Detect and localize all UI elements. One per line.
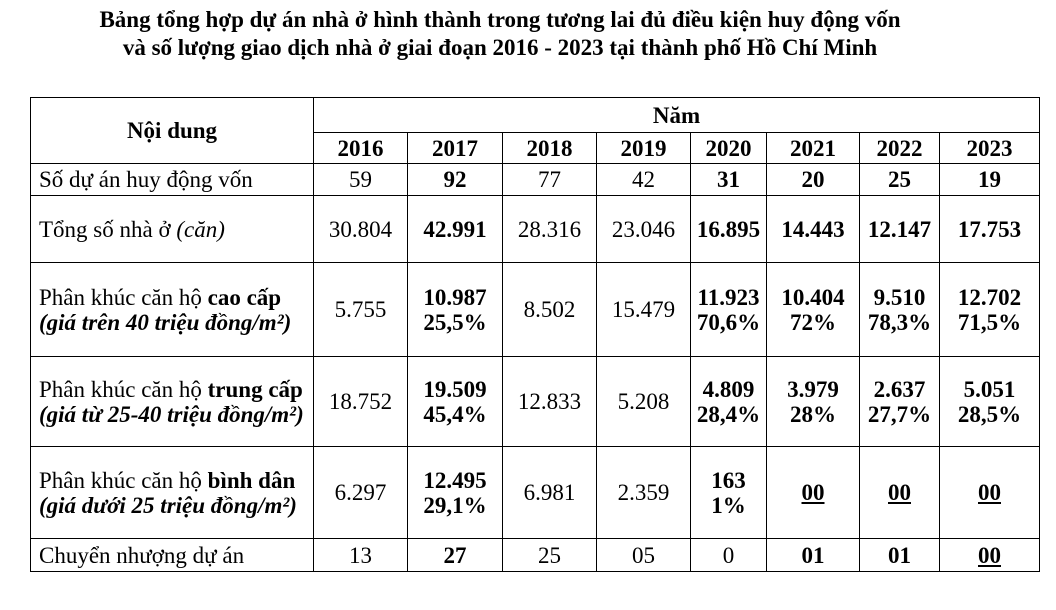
cell: 2.637 27,7% xyxy=(860,357,940,447)
year-header: 2023 xyxy=(940,133,1040,164)
table-row xyxy=(31,164,1040,196)
cell: 4.809 28,4% xyxy=(691,357,767,447)
title-line-1: Bảng tổng hợp dự án nhà ở hình thành trong tương lai đủ điều kiện huy động vốn xyxy=(99,7,901,32)
cell: 00 xyxy=(860,447,940,539)
cell: 8.502 xyxy=(503,263,597,357)
cell: 42.991 xyxy=(408,196,503,263)
cell: 2.359 xyxy=(597,447,691,539)
cell: 12.702 71,5% xyxy=(940,263,1040,357)
header-year: Năm xyxy=(314,98,1040,133)
cell: 11.923 70,6% xyxy=(691,263,767,357)
row-label: Phân khúc căn hộ cao cấp (giá trên 40 triệu đồng/m²) xyxy=(31,263,314,357)
title-line-2: và số lượng giao dịch nhà ở giai đoạn 2016 - 2023 tại thành phố Hồ Chí Minh xyxy=(122,35,878,60)
cell: 20 xyxy=(767,164,860,196)
row-label: Phân khúc căn hộ bình dân (giá dưới 25 triệu đồng/m²) xyxy=(31,447,314,539)
cell: 10.404 72% xyxy=(767,263,860,357)
row-label: Phân khúc căn hộ trung cấp (giá từ 25-40 triệu đồng/m²) xyxy=(31,357,314,447)
cell: 25 xyxy=(503,539,597,572)
cell: 12.833 xyxy=(503,357,597,447)
page-title xyxy=(0,6,1000,62)
table-row xyxy=(31,196,1040,263)
table-row xyxy=(31,539,1040,572)
cell: 0 xyxy=(691,539,767,572)
cell: 19.509 45,4% xyxy=(408,357,503,447)
cell: 00 xyxy=(940,539,1040,572)
cell: 3.979 28% xyxy=(767,357,860,447)
cell: 01 xyxy=(767,539,860,572)
cell: 25 xyxy=(860,164,940,196)
cell: 28.316 xyxy=(503,196,597,263)
cell: 6.981 xyxy=(503,447,597,539)
cell: 77 xyxy=(503,164,597,196)
cell: 16.895 xyxy=(691,196,767,263)
cell: 23.046 xyxy=(597,196,691,263)
year-header: 2016 xyxy=(314,133,408,164)
cell: 5.051 28,5% xyxy=(940,357,1040,447)
cell: 05 xyxy=(597,539,691,572)
cell: 9.510 78,3% xyxy=(860,263,940,357)
cell: 17.753 xyxy=(940,196,1040,263)
cell: 31 xyxy=(691,164,767,196)
table-row xyxy=(31,357,1040,447)
table-row xyxy=(31,447,1040,539)
year-header: 2018 xyxy=(503,133,597,164)
year-header: 2021 xyxy=(767,133,860,164)
cell: 19 xyxy=(940,164,1040,196)
row-label: Tổng số nhà ở (căn) xyxy=(31,196,314,263)
row-label: Chuyển nhượng dự án xyxy=(31,539,314,572)
cell: 59 xyxy=(314,164,408,196)
header-content: Nội dung xyxy=(31,98,314,164)
cell: 00 xyxy=(940,447,1040,539)
cell: 27 xyxy=(408,539,503,572)
cell: 30.804 xyxy=(314,196,408,263)
year-header: 2019 xyxy=(597,133,691,164)
cell: 6.297 xyxy=(314,447,408,539)
cell: 92 xyxy=(408,164,503,196)
row-label: Số dự án huy động vốn xyxy=(31,164,314,196)
cell: 12.147 xyxy=(860,196,940,263)
year-header: 2020 xyxy=(691,133,767,164)
cell: 163 1% xyxy=(691,447,767,539)
cell: 10.987 25,5% xyxy=(408,263,503,357)
cell: 15.479 xyxy=(597,263,691,357)
cell: 18.752 xyxy=(314,357,408,447)
cell: 5.755 xyxy=(314,263,408,357)
cell: 12.495 29,1% xyxy=(408,447,503,539)
year-header: 2022 xyxy=(860,133,940,164)
cell: 00 xyxy=(767,447,860,539)
table-row xyxy=(31,263,1040,357)
cell: 01 xyxy=(860,539,940,572)
cell: 13 xyxy=(314,539,408,572)
cell: 5.208 xyxy=(597,357,691,447)
year-header: 2017 xyxy=(408,133,503,164)
cell: 14.443 xyxy=(767,196,860,263)
housing-table xyxy=(30,97,1040,572)
cell: 42 xyxy=(597,164,691,196)
